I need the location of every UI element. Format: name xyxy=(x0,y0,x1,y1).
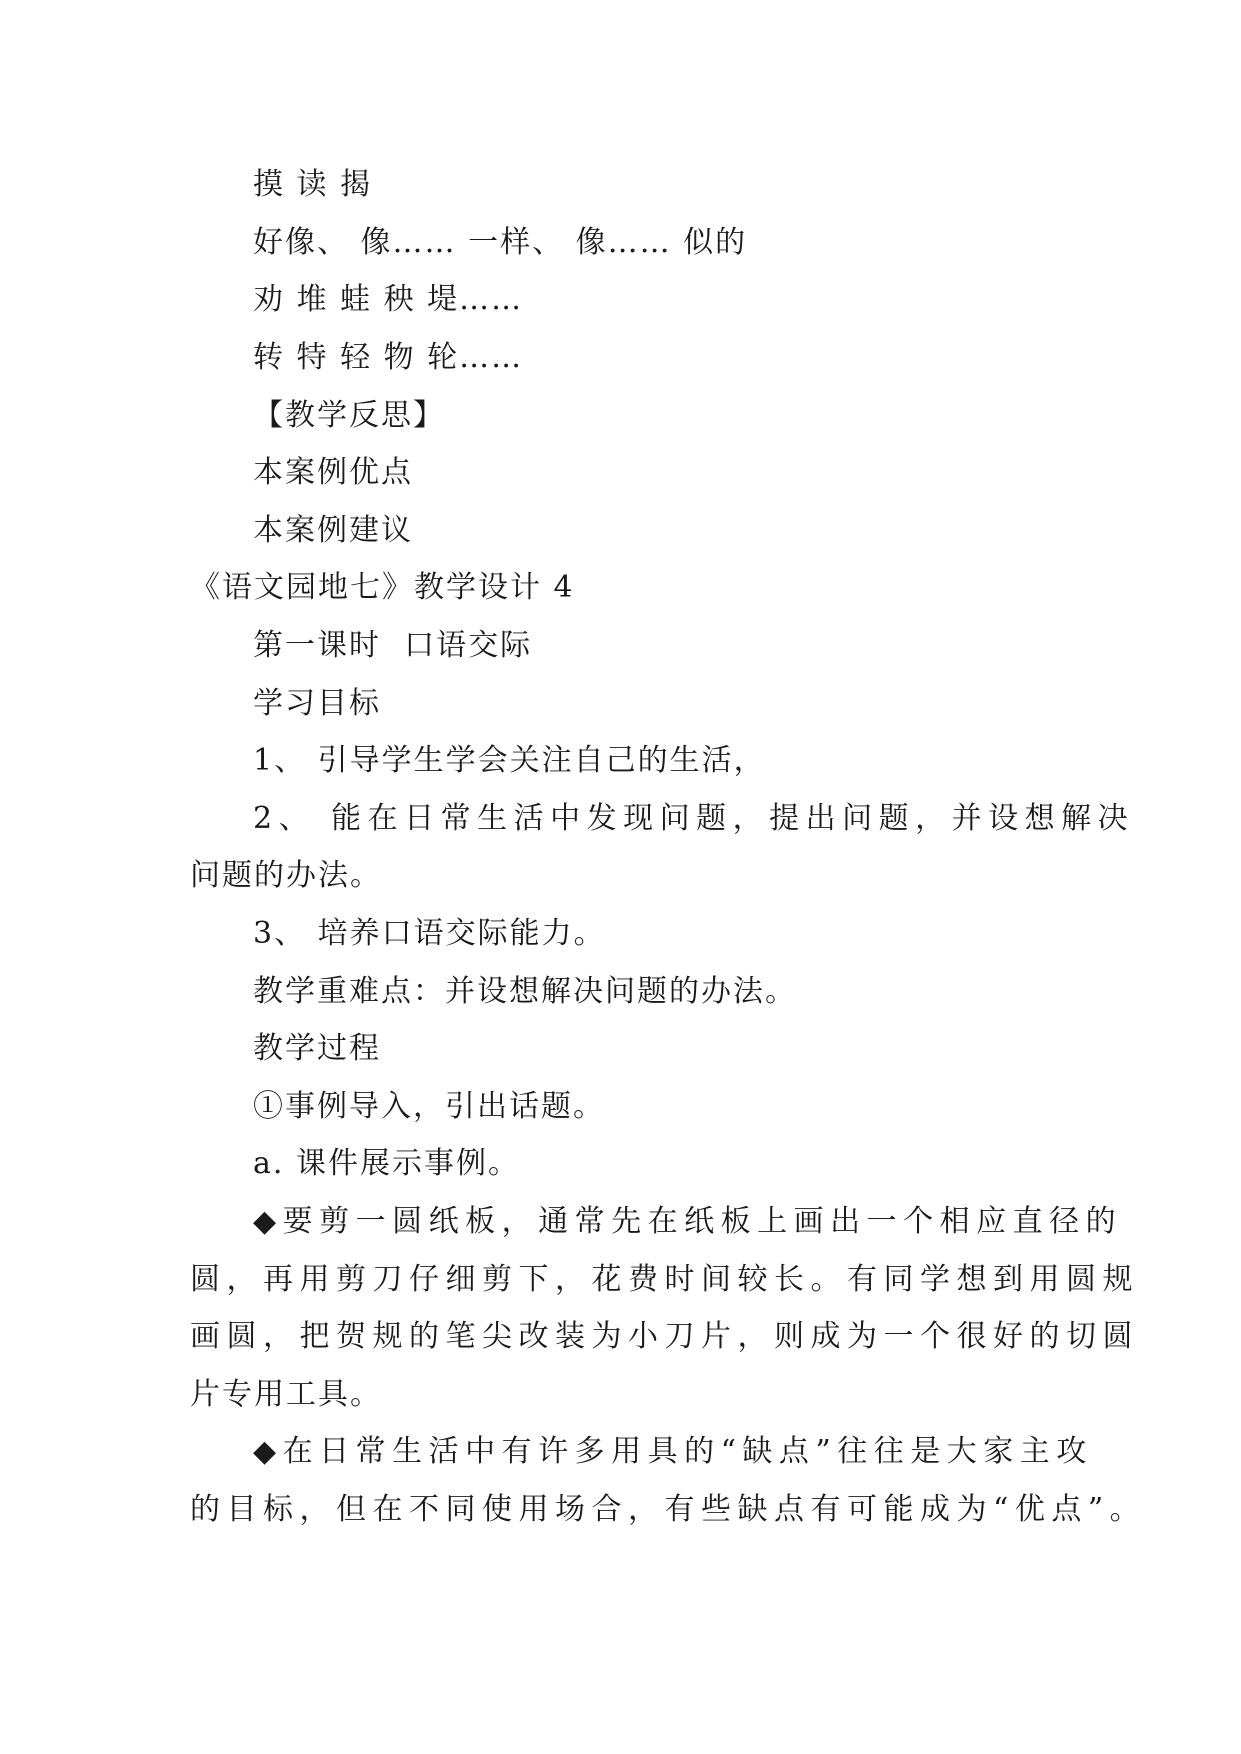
subheading: 本案例建议 xyxy=(253,513,413,548)
subheading: 学习目标 xyxy=(253,686,381,721)
goal-item: 2、 能在日常生活中发现问题，提出问题，并设想解决 xyxy=(253,801,1135,836)
step-line: a. 课件展示事例。 xyxy=(253,1146,520,1181)
subheading: 教学过程 xyxy=(253,1031,381,1066)
goal-item: 3、 培养口语交际能力。 xyxy=(253,916,606,951)
step-line: ①事例导入，引出话题。 xyxy=(253,1089,605,1124)
key-point-line: 教学重难点：并设想解决问题的办法。 xyxy=(253,974,797,1009)
subheading: 本案例优点 xyxy=(253,455,413,490)
paragraph-line: ◆在日常生活中有许多用具的“缺点”往往是大家主攻 xyxy=(253,1434,1093,1469)
document-title: 《语文园地七》教学设计 4 xyxy=(190,570,575,605)
word-list-line: 劝 堆 蛙 秧 堤…… xyxy=(253,282,524,317)
paragraph-line: 片专用工具。 xyxy=(190,1377,382,1412)
paragraph-line: ◆要剪一圆纸板，通常先在纸板上画出一个相应直径的 xyxy=(253,1204,1123,1239)
word-list-line: 转 特 轻 物 轮…… xyxy=(253,340,524,375)
paragraph-line: 画圆，把贺规的笔尖改装为小刀片，则成为一个很好的切圆 xyxy=(190,1319,1139,1354)
section-heading: 【教学反思】 xyxy=(253,398,445,433)
goal-item: 1、 引导学生学会关注自己的生活， xyxy=(253,743,766,778)
paragraph-line: 的目标，但在不同使用场合，有些缺点有可能成为“优点”。 xyxy=(190,1492,1147,1527)
phrase-list-line: 好像、 像…… 一样、 像…… 似的 xyxy=(253,225,748,260)
paragraph-line: 圆，再用剪刀仔细剪下，花费时间较长。有同学想到用圆规 xyxy=(190,1262,1139,1297)
lesson-heading: 第一课时 口语交际 xyxy=(253,628,533,663)
word-list-line: 摸 读 揭 xyxy=(253,167,373,202)
goal-item-continuation: 问题的办法。 xyxy=(190,858,382,893)
